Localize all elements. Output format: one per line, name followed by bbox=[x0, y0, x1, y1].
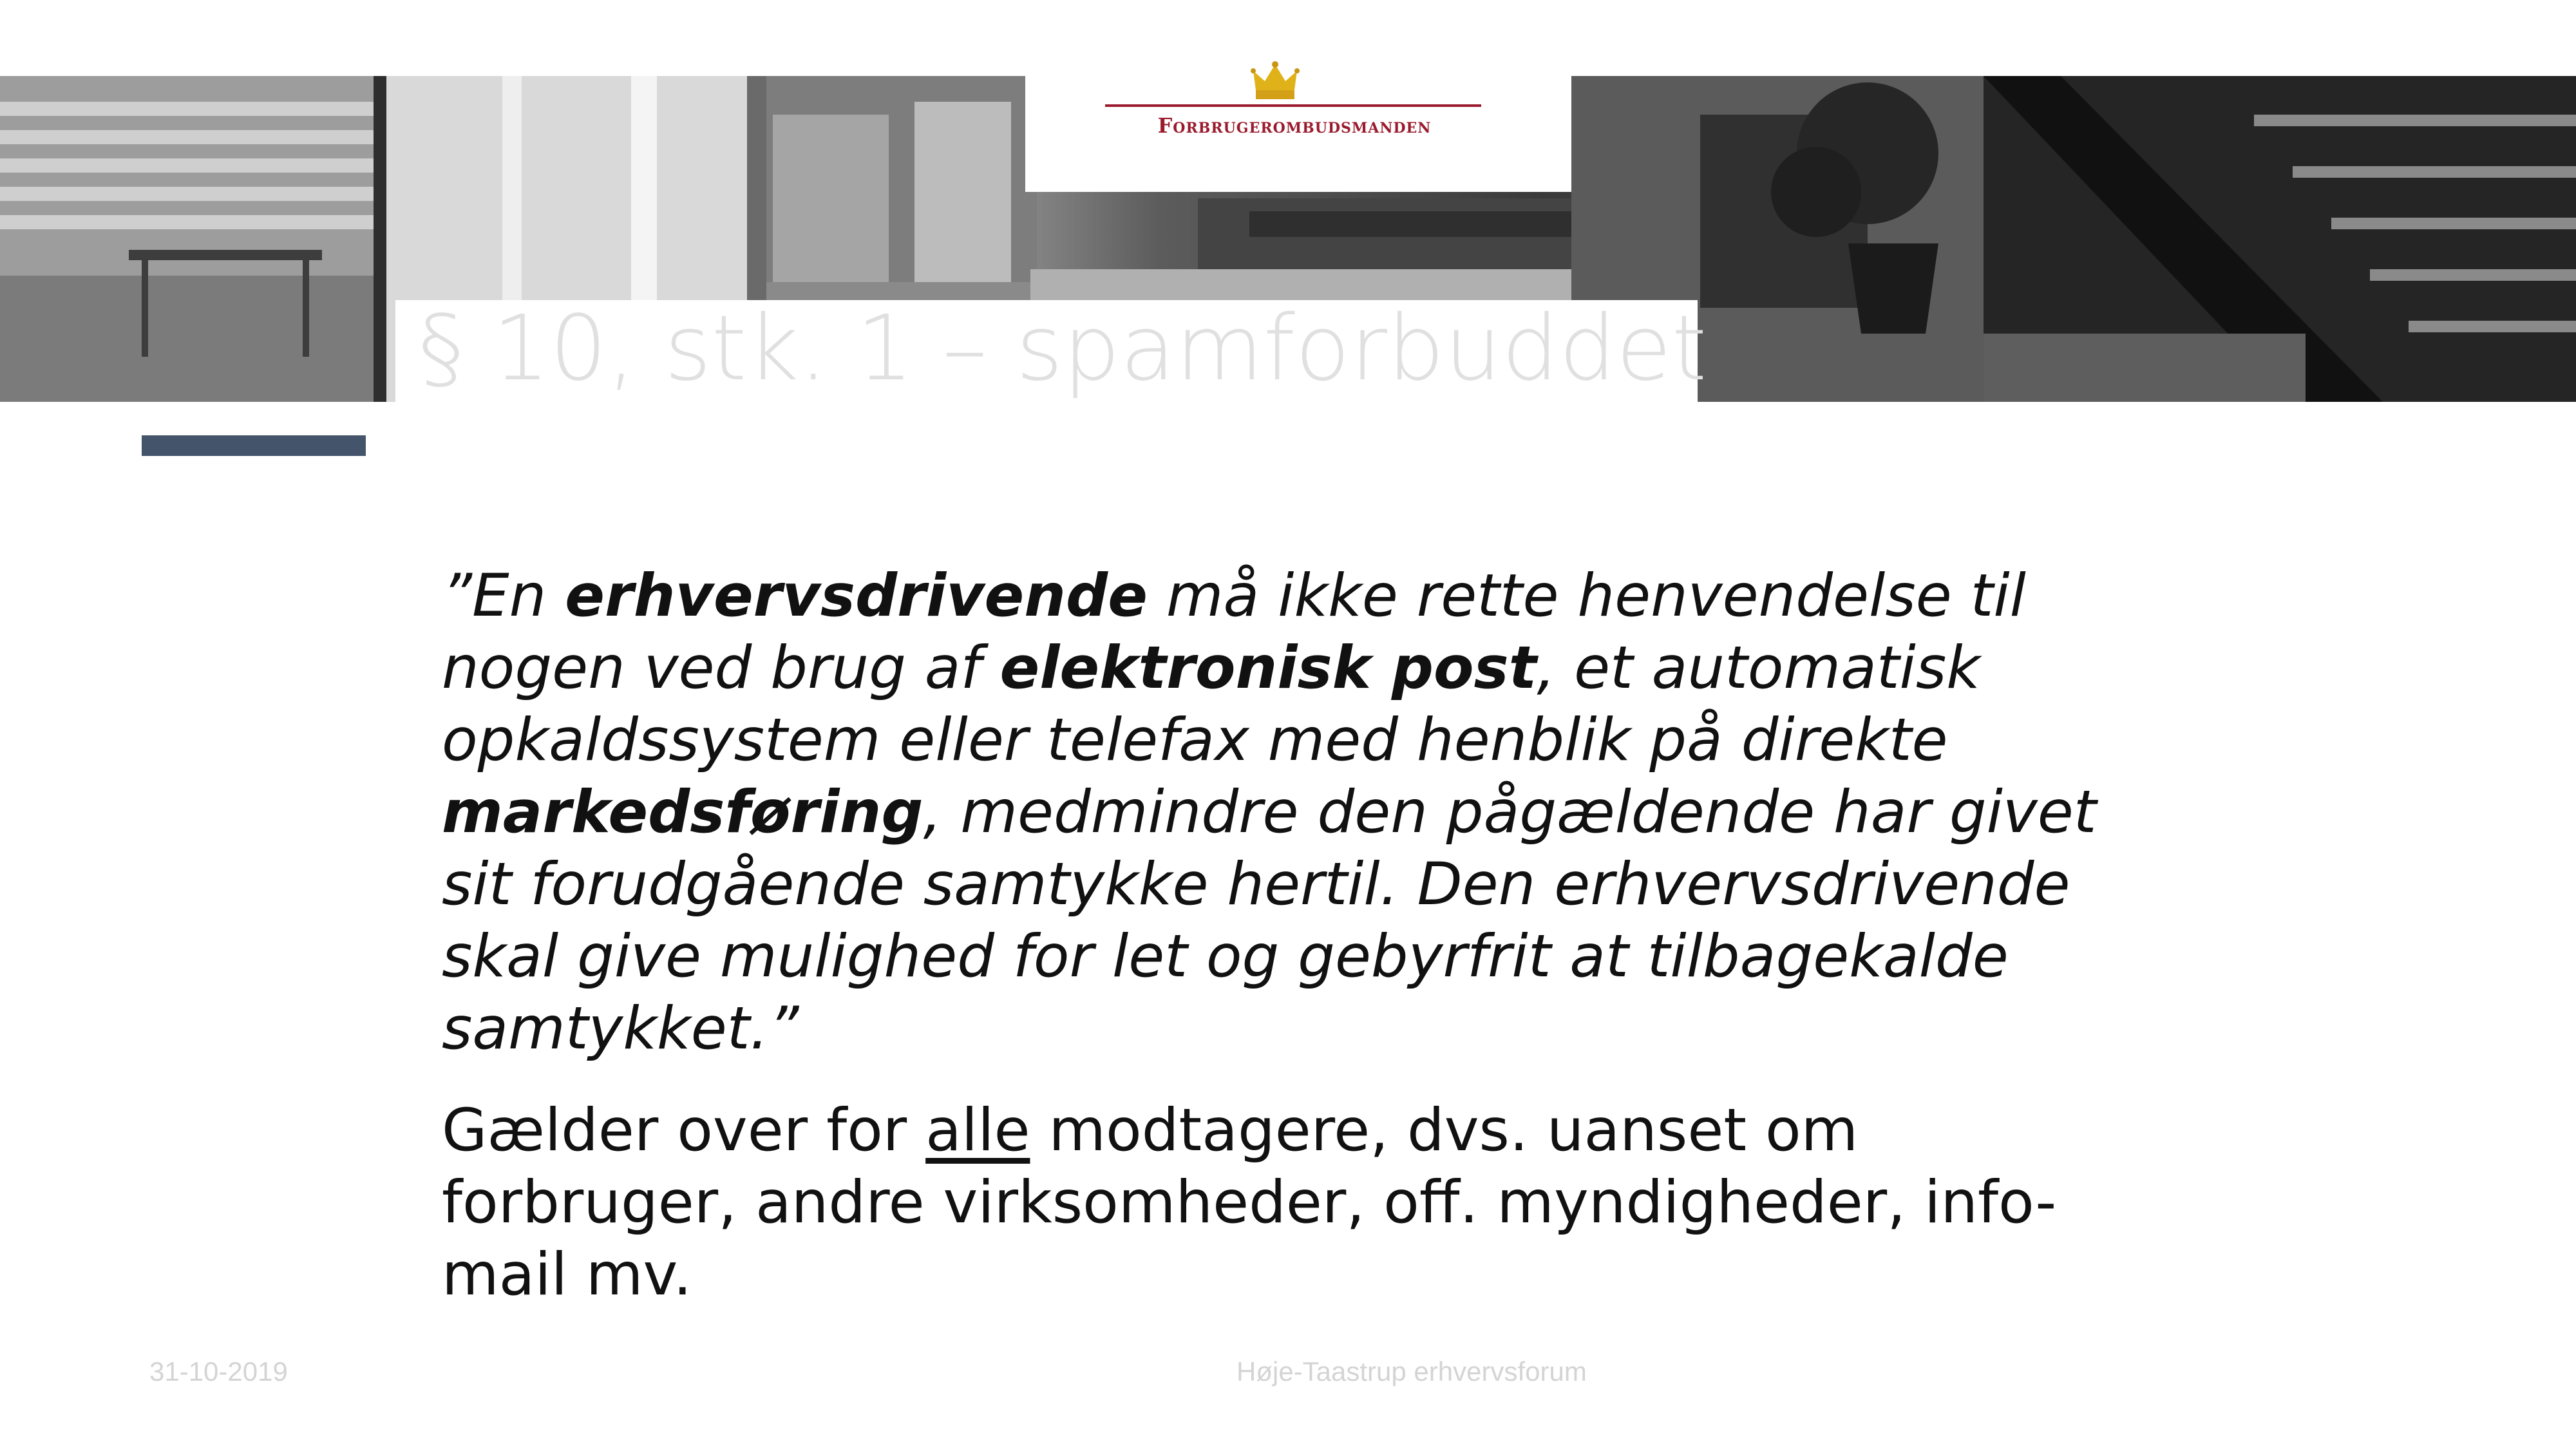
law-quote bbox=[442, 560, 2142, 1065]
footer-center-text: Høje-Taastrup erhvervsforum bbox=[1236, 1356, 1587, 1387]
quote-bold-2: elektronisk post bbox=[999, 634, 1537, 702]
quote-bold-3: markedsføring bbox=[442, 779, 923, 846]
logo-divider bbox=[1105, 104, 1481, 107]
scope-note bbox=[442, 1095, 2142, 1311]
accent-bar bbox=[142, 435, 366, 456]
quote-text-1: ”En bbox=[442, 562, 565, 630]
note-text-2: modtagere, dvs. uanset om forbruger, andre virksomheder, off. myndigheder, info-mail mv. bbox=[442, 1097, 2057, 1309]
quote-text-2: må ikke rette henvendelse til nogen ved brug af bbox=[442, 562, 2026, 702]
slide-title: § 10, stk. 1 – spamforbuddet bbox=[419, 296, 1707, 401]
quote-bold-1: erhvervsdrivende bbox=[565, 562, 1148, 630]
brand-logo-text: Forbrugerombudsmanden bbox=[1157, 113, 1432, 138]
quote-text-3: , et automatisk opkaldssystem eller telefax med henblik på direkte bbox=[442, 634, 1980, 774]
footer-date: 31-10-2019 bbox=[149, 1356, 288, 1387]
quote-text-4: , medmindre den pågældende har givet sit forudgående samtykke hertil. Den erhvervsdrivende skal give mulighed for let og gebyrfrit at tilbagekalde samtykket.” bbox=[442, 779, 2097, 1063]
note-underlined: alle bbox=[925, 1097, 1030, 1164]
crown-icon bbox=[1251, 59, 1300, 104]
note-text-1: Gælder over for bbox=[442, 1097, 926, 1164]
